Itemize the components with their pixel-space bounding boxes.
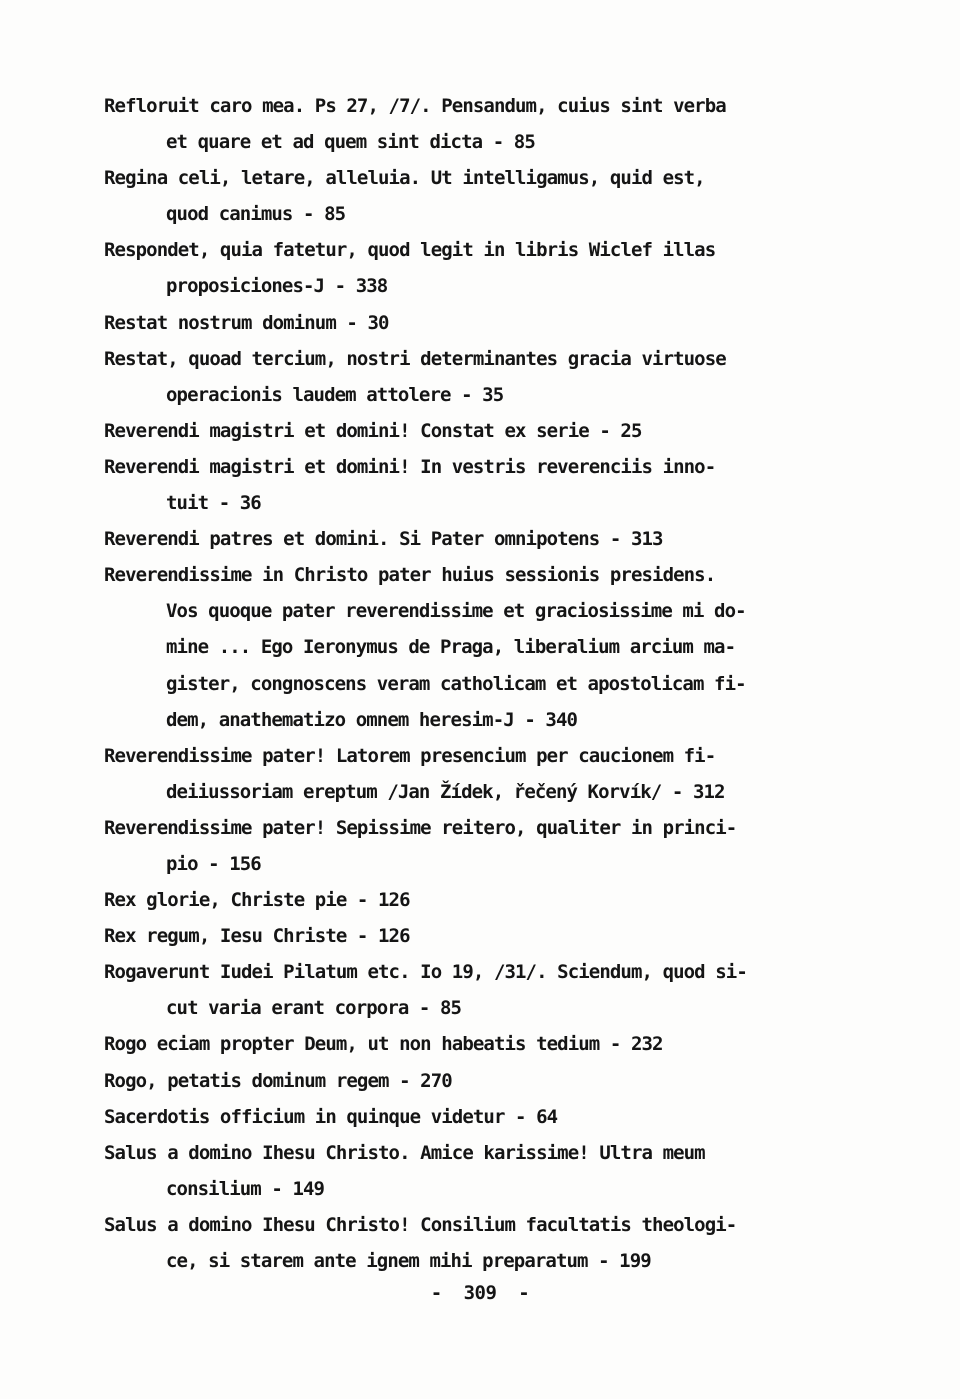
entry-first-line: Restat nostrum dominum - 30	[104, 311, 389, 334]
page-number: - 309 -	[430, 1282, 530, 1304]
index-entry	[104, 1099, 864, 1135]
index-entry	[104, 557, 864, 737]
entry-continuation-line: ce, si starem ante ignem mihi preparatum - 199	[166, 1250, 651, 1272]
index-entry	[104, 305, 864, 341]
entry-continuation-line: tuit - 36	[166, 492, 261, 515]
entry-first-line: Rogo, petatis dominum regem - 270	[104, 1069, 452, 1092]
index-entry	[104, 160, 864, 232]
index-entries	[104, 88, 864, 1279]
entry-continuation-line: quod canimus - 85	[166, 203, 346, 226]
index-entry	[104, 88, 864, 160]
index-entry	[104, 1135, 864, 1207]
entry-first-line: Reverendissime pater! Latorem presencium per caucionem fi-	[104, 744, 716, 767]
entry-first-line: Reverendi magistri et domini! Constat ex serie - 25	[104, 419, 642, 442]
entry-continuation-line: consilium - 149	[166, 1177, 325, 1200]
index-entry	[104, 882, 864, 918]
entry-first-line: Reverendi patres et domini. Si Pater omnipotens - 313	[104, 528, 663, 551]
entry-first-line: Reverendi magistri et domini! In vestris reverenciis inno-	[104, 455, 716, 478]
entry-first-line: Reverendissime pater! Sepissime reitero, qualiter in princi-	[104, 816, 737, 839]
entry-continuation-line: mine ... Ego Ieronymus de Praga, liberalium arcium ma-	[166, 636, 736, 659]
index-entry	[104, 341, 864, 413]
entry-first-line: Salus a domino Ihesu Christo. Amice karissime! Ultra meum	[104, 1141, 705, 1164]
index-entry	[104, 413, 864, 449]
index-entry	[104, 954, 864, 1026]
index-entry	[104, 449, 864, 521]
entry-continuation-line: et quare et ad quem sint dicta - 85	[166, 131, 535, 154]
entry-continuation-line: proposiciones-J - 338	[166, 275, 388, 298]
entry-first-line: Rogaverunt Iudei Pilatum etc. Io 19, /31/. Sciendum, quod si-	[104, 961, 747, 984]
entry-first-line: Sacerdotis officium in quinque videtur - 64	[104, 1105, 558, 1128]
index-entry	[104, 738, 864, 810]
index-entry	[104, 1026, 864, 1062]
entry-first-line: Refloruit caro mea. Ps 27, /7/. Pensandum, cuius sint verba	[104, 95, 726, 117]
entry-first-line: Salus a domino Ihesu Christo! Consilium facultatis theologi-	[104, 1213, 737, 1236]
index-entry	[104, 1207, 864, 1279]
entry-continuation-line: Vos quoque pater reverendissime et graciosissime mi do-	[166, 600, 746, 623]
index-entry	[104, 232, 864, 304]
entry-continuation-line: dem, anathematizo omnem heresim-J - 340	[166, 708, 578, 731]
entry-first-line: Rogo eciam propter Deum, ut non habeatis tedium - 232	[104, 1033, 663, 1056]
entry-first-line: Respondet, quia fatetur, quod legit in libris Wiclef illas	[104, 239, 716, 262]
entry-continuation-line: cut varia erant corpora - 85	[166, 997, 462, 1020]
entry-continuation-line: operacionis laudem attolere - 35	[166, 383, 504, 406]
entry-first-line: Regina celi, letare, alleluia. Ut intelligamus, quid est,	[104, 167, 705, 190]
index-entry	[104, 810, 864, 882]
entry-continuation-line: deiiussoriam ereptum /Jan Žídek, řečený Korvík/ - 312	[166, 780, 725, 803]
entry-first-line: Rex glorie, Christe pie - 126	[104, 889, 410, 912]
index-entry	[104, 521, 864, 557]
index-entry	[104, 1063, 864, 1099]
entry-first-line: Reverendissime in Christo pater huius sessionis presidens.	[104, 564, 716, 587]
entry-first-line: Rex regum, Iesu Christe - 126	[104, 925, 410, 948]
index-entry	[104, 918, 864, 954]
entry-continuation-line: pio - 156	[166, 852, 261, 875]
entry-first-line: Restat, quoad tercium, nostri determinantes gracia virtuose	[104, 347, 726, 370]
entry-continuation-line: gister, congnoscens veram catholicam et apostolicam fi-	[166, 672, 746, 695]
